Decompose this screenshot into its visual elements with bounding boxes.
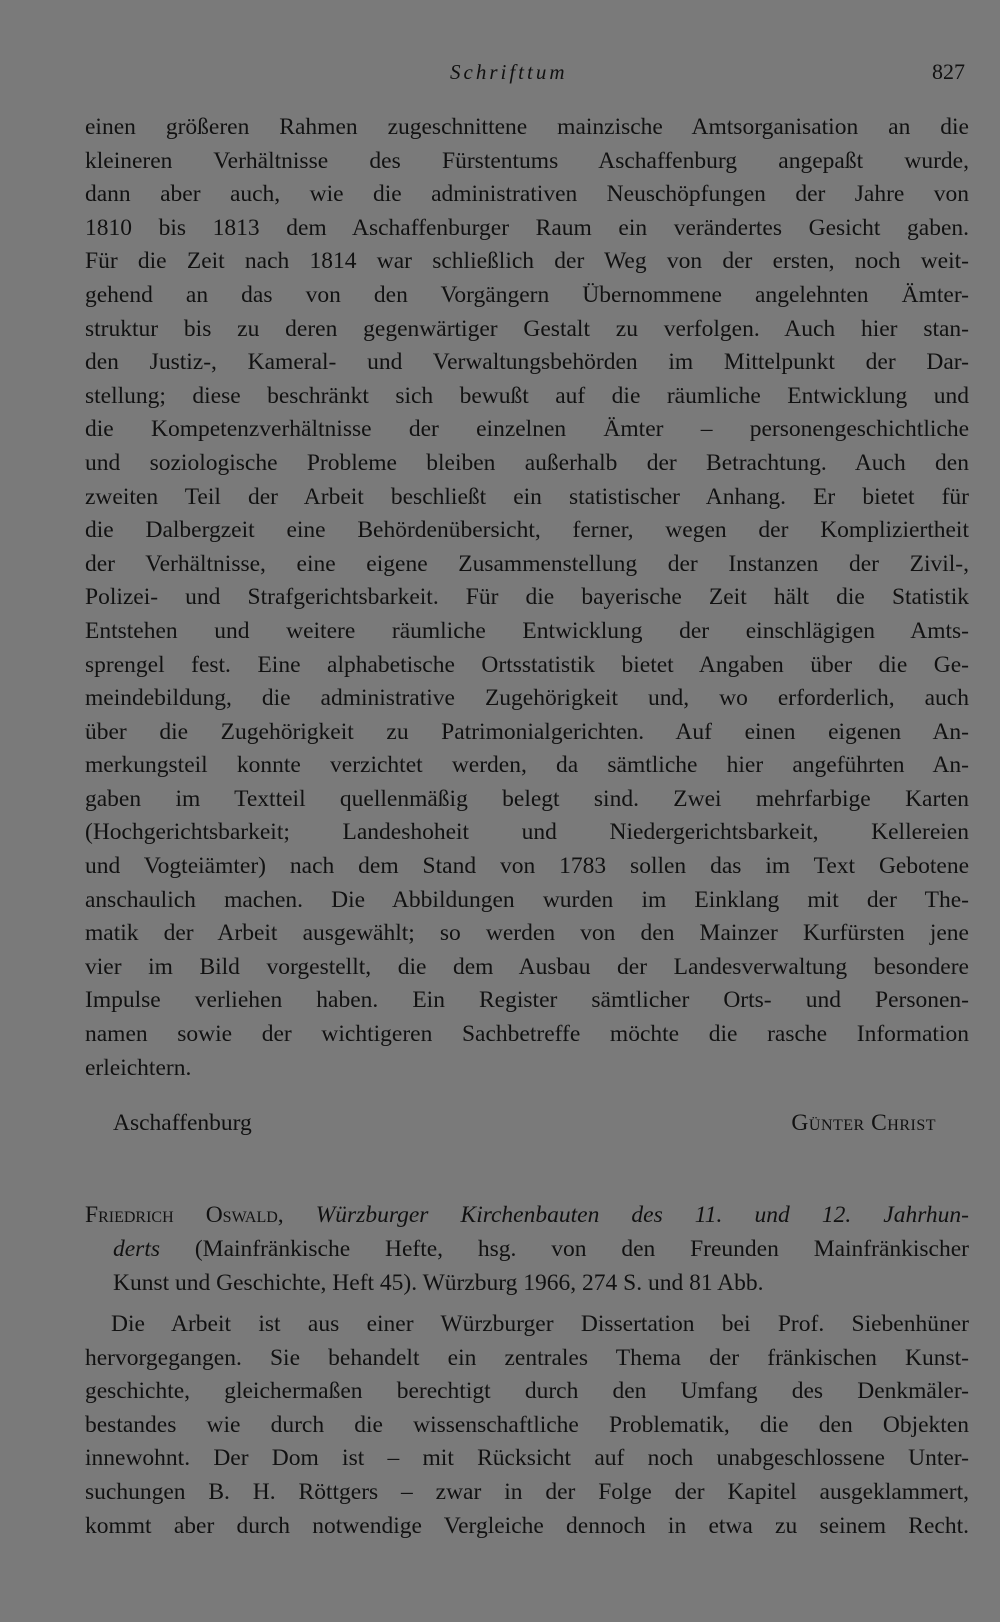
text-line: zweiten Teil der Arbeit beschließt ein statistischer Anhang. Er bietet für (85, 483, 969, 510)
text-line: merkungsteil konnte verzichtet werden, da sämtliche hier angeführten An- (85, 752, 969, 779)
text-line: und Vogteiämter) nach dem Stand von 1783 sollen das im Text Gebotene (85, 853, 969, 880)
text-line: gehend an das von den Vorgängern Übernommene angelehnten Ämter- (85, 281, 969, 308)
text-line: sprengel fest. Eine alphabetische Ortsstatistik bietet Angaben über die Ge- (85, 651, 969, 678)
text-line: anschaulich machen. Die Abbildungen wurden im Einklang mit der The- (85, 886, 969, 913)
book-series: (Mainfränkische Hefte, hsg. von den Freunden Mainfränkischer (194, 1236, 969, 1262)
text-line: innewohnt. Der Dom ist – mit Rücksicht auf noch unabgeschlossene Unter- (85, 1445, 969, 1472)
book-title: Würzburger Kirchenbauten des 11. und 12. Jahrhun- (315, 1202, 969, 1228)
text-line: Für die Zeit nach 1814 war schließlich der Weg von der ersten, noch weit- (85, 248, 969, 275)
review-1-text (85, 111, 969, 1085)
book-author: Friedrich Oswald (85, 1202, 278, 1228)
text-line: die Dalbergzeit eine Behördenübersicht, ferner, wegen der Kompliziertheit (85, 517, 969, 544)
review-2-citation (85, 1198, 969, 1300)
text-line: struktur bis zu deren gegenwärtiger Gestalt zu verfolgen. Auch hier stan- (85, 315, 969, 342)
running-head-title: Schrifttum (450, 60, 568, 84)
text-line: suchungen B. H. Röttgers – zwar in der Folge der Kapitel ausgeklammert, (85, 1478, 969, 1505)
text-line: matik der Arbeit ausgewählt; so werden von den Mainzer Kurfürsten jene (85, 920, 969, 947)
text-line: einen größeren Rahmen zugeschnittene mainzische Amtsorganisation an die (85, 114, 969, 140)
text-line: erleichtern. (85, 1054, 192, 1081)
text-line: und soziologische Probleme bleiben außerhalb der Betrachtung. Auch den (85, 449, 969, 476)
text-line: Entstehen und weitere räumliche Entwicklung der einschlägigen Amts- (85, 617, 969, 644)
page-number: 827 (932, 59, 965, 84)
text-line: stellung; diese beschränkt sich bewußt auf die räumliche Entwicklung und (85, 382, 969, 409)
text-line: der Verhältnisse, eine eigene Zusammenstellung der Instanzen der Zivil-, (85, 550, 969, 577)
text-line: 1810 bis 1813 dem Aschaffenburger Raum ein verändertes Gesicht gaben. (85, 214, 969, 241)
text-line: kommt aber durch notwendige Vergleiche dennoch in etwa zu seinem Recht. (85, 1512, 969, 1539)
text-line: vier im Bild vorgestellt, die dem Ausbau der Landesverwaltung besondere (85, 953, 969, 980)
text-line: über die Zugehörigkeit zu Patrimonialgerichten. Auf einen eigenen An- (85, 718, 969, 745)
text-line: Polizei- und Strafgerichtsbarkeit. Für die bayerische Zeit hält die Statistik (85, 584, 969, 611)
text-line: namen sowie der wichtigeren Sachbetreffe möchte die rasche Information (85, 1021, 969, 1048)
text-line: den Justiz-, Kameral- und Verwaltungsbehörden im Mittelpunkt der Dar- (85, 349, 969, 376)
text-line: meindebildung, die administrative Zugehörigkeit und, wo erforderlich, auch (85, 685, 969, 712)
text-line: dann aber auch, wie die administrativen Neuschöpfungen der Jahre von (85, 181, 969, 208)
text-line: Die Arbeit ist aus einer Würzburger Dissertation bei Prof. Siebenhüner (111, 1311, 969, 1337)
text-line: gaben im Textteil quellenmäßig belegt sind. Zwei mehrfarbige Karten (85, 785, 969, 812)
review-1-signature (0, 1106, 1000, 1140)
text-line: geschichte, gleichermaßen berechtigt durch den Umfang des Denkmäler- (85, 1378, 969, 1405)
citation-line: Kunst und Geschichte, Heft 45). Würzburg 1966, 274 S. und 81 Abb. (113, 1270, 764, 1296)
citation-line (85, 1198, 969, 1232)
reviewer-name: Günter Christ (791, 1110, 936, 1136)
text-line: hervorgegangen. Sie behandelt ein zentrales Thema der fränkischen Kunst- (85, 1344, 969, 1371)
review-2-text (85, 1308, 969, 1543)
text-line: kleineren Verhältnisse des Fürstentums Aschaffenburg angepaßt wurde, (85, 147, 969, 174)
citation-comma: , (277, 1202, 284, 1228)
text-line: Impulse verliehen haben. Ein Register sämtlicher Orts- und Personen- (85, 987, 969, 1014)
citation-line (85, 1232, 969, 1266)
text-line: (Hochgerichtsbarkeit; Landeshoheit und Niedergerichtsbarkeit, Kellereien (85, 819, 969, 846)
signature-place: Aschaffenburg (113, 1110, 252, 1136)
running-head (0, 54, 1000, 90)
text-line: bestandes wie durch die wissenschaftliche Problematik, die den Objekten (85, 1411, 969, 1438)
book-title-continued: derts (113, 1236, 160, 1262)
text-line: die Kompetenzverhältnisse der einzelnen Ämter – personengeschichtliche (85, 416, 969, 443)
